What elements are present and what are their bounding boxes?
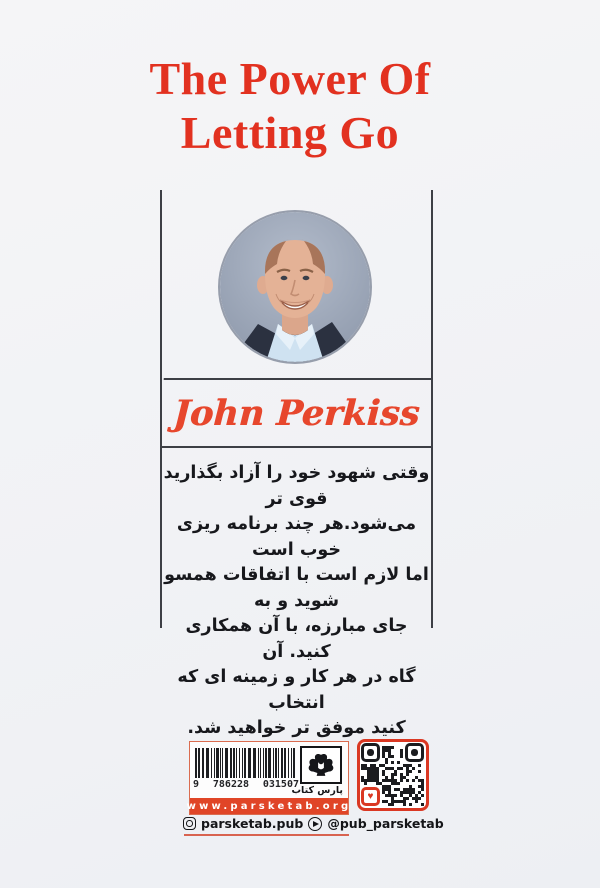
description-line: وقتی شهود خود را آزاد بگذارید قوی تر [163, 463, 430, 509]
footer-divider [184, 834, 349, 836]
book-title-line2: Letting Go [180, 107, 400, 158]
author-photo-section [162, 190, 431, 378]
publisher-name: پارس کتاب [291, 785, 343, 796]
book-title-line1: The Power Of [149, 53, 431, 104]
isbn-group: 786228 [212, 779, 250, 790]
description-line: اما لازم است با اتفاقات همسو شوید و به [164, 565, 429, 611]
description-line: جای مبارزه، با آن همکاری کنید. آن [185, 616, 408, 662]
author-photo [218, 210, 372, 364]
instagram-icon [183, 817, 196, 830]
isbn-group: 9 [193, 779, 200, 790]
telegram-handle: @pub_parsketab [327, 816, 444, 831]
description-line: می‌شود.هر چند برنامه ریزی خوب است [176, 514, 417, 560]
book-title [0, 52, 580, 160]
website-url: www.parsketab.org [190, 798, 348, 814]
isbn-number [193, 779, 299, 790]
instagram-handle: parsketab.pub [201, 816, 304, 831]
publisher-logo [291, 746, 343, 796]
barcode-block [186, 741, 352, 815]
telegram-icon [308, 817, 322, 831]
publisher-crest-icon [300, 746, 342, 784]
isbn-group: 031507 [262, 779, 299, 790]
author-name: John Perkiss [160, 378, 433, 446]
description-line: کنید موفق تر خواهید شد. [187, 718, 406, 738]
qr-code: ♥ [357, 739, 429, 811]
barcode [195, 748, 297, 778]
author-panel [160, 190, 433, 738]
description-line: گاه در هر کار و زمینه ای که انتخاب [177, 667, 416, 713]
author-portrait-illustration [220, 212, 370, 362]
social-handles [183, 816, 444, 831]
book-description [162, 446, 431, 738]
